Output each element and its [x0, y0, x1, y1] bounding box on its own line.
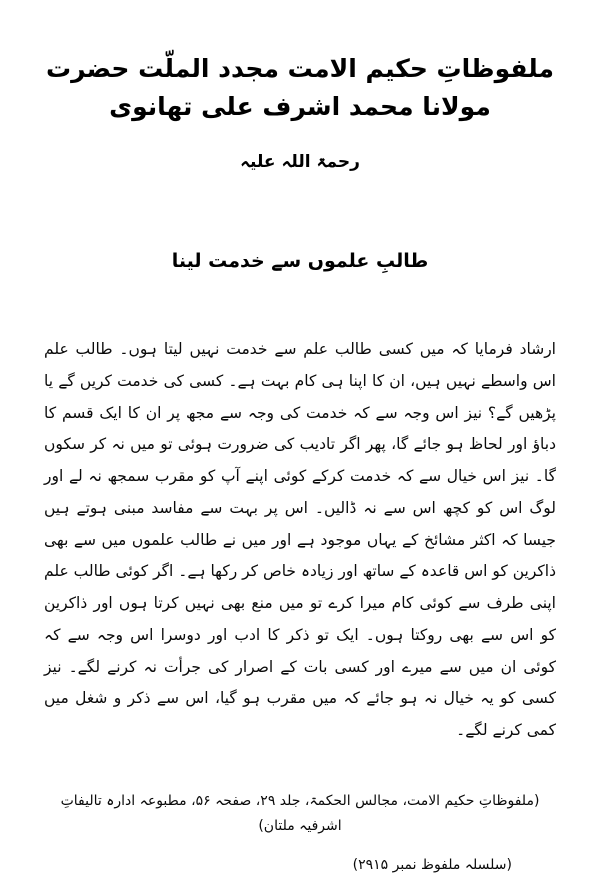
source-reference: (ملفوظاتِ حکیم الامت، مجالس الحکمۃ، جلد ۲۹، صفحہ ۵۶، مطبوعہ ادارہ تالیفاتِ اشرفیہ ملتان): [60, 792, 540, 835]
page-title: ملفوظاتِ حکیم الامت مجدد الملّت حضرت مولانا محمد اشرف علی تھانوی: [46, 54, 554, 121]
series-number: (سلسلہ ملفوظ نمبر ۲۹۱۵): [352, 857, 512, 873]
honorific-subtitle: رحمۃ اللہ علیہ: [240, 152, 360, 172]
section-heading: طالبِ علموں سے خدمت لینا: [171, 250, 429, 272]
body-text-block: [44, 334, 556, 747]
body-paragraph: ارشاد فرمایا کہ میں کسی طالب علم سے خدمت نہیں لیتا ہوں۔ طالب علم اس واسطے نہیں ہیں، ان کا اپنا ہی کام بہت ہے۔ کسی کی خدمت کریں گے یا پڑھیں گے؟ نیز اس وجہ سے کہ خدمت کی وجہ سے مجھ پر ان کا ایک قسم کا دباؤ اور لحاظ ہو جائے گا، پھر اگر تادیب کی ضرورت ہوئی تو میں نہ کر سکوں گا۔ نیز اس خیال سے کہ خدمت کرکے کوئی اپنے آپ کو مقرب سمجھ نہ لے اور لوگ اس کو کچھ اس سے نہ ڈالیں۔ اس پر بہت سے مفاسد مبنی ہوتے ہیں جیسا کہ اکثر مشائخ کے یہاں موجود ہے اور میں نے طالب علموں میں سے بھی ذاکرین کو اس قاعدہ کے ساتھ اور زیادہ خاص کر رکھا ہے۔ اگر کوئی طالب علم اپنی طرف سے کوئی کام میرا کرے تو میں منع بھی نہیں کرتا ہوں اور ذاکرین کو اس سے بھی روکتا ہوں۔ ایک تو ذکر کا ادب اور دوسرا اس وجہ سے کہ کوئی ان میں سے میرے اور کسی بات کے اصرار کی جرأت نہ کرنے لگے۔ نیز کسی کو یہ خیال نہ ہو جائے کہ میں مقرب ہو گیا، اس سے ذکر و شغل میں کمی کرنے لگے۔: [44, 340, 556, 740]
